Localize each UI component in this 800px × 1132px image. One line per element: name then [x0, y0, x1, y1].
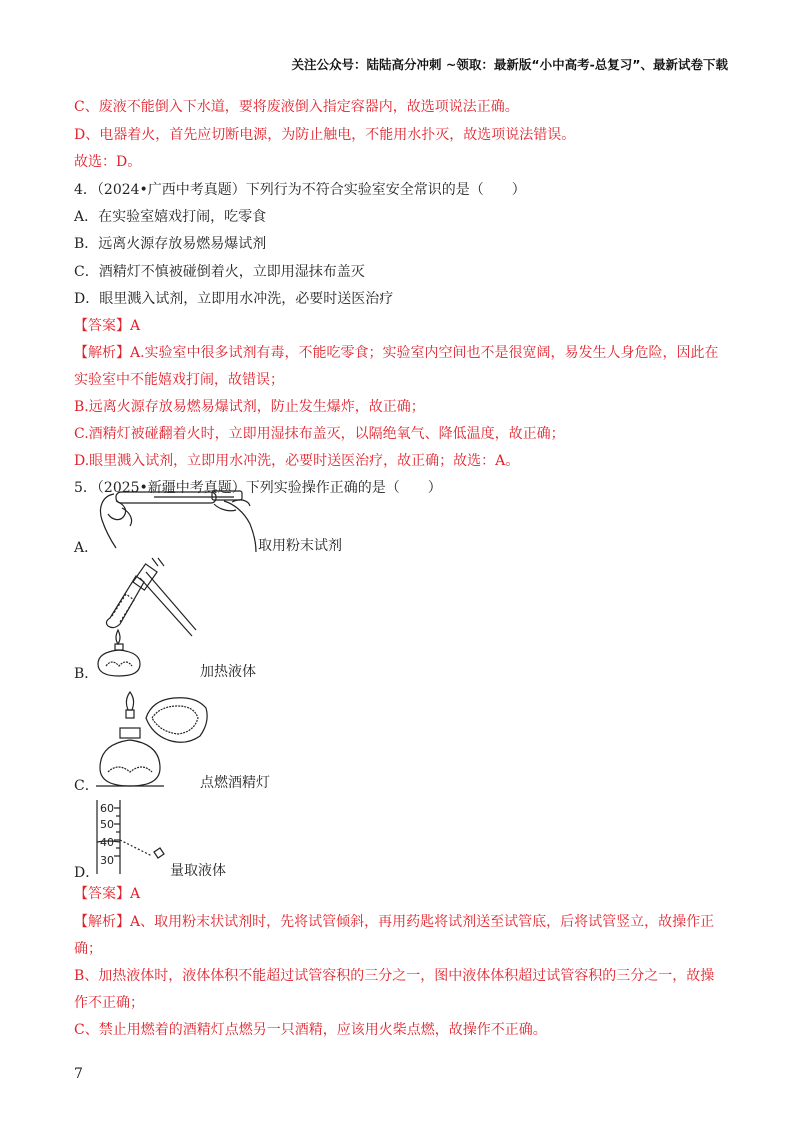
text-line: B.远离火源存放易燃易爆试剂，防止发生爆炸，故正确； — [74, 399, 425, 415]
answer-line: C、禁止用燃着的酒精灯点燃另一只酒精，应该用火柴点燃，故操作不正确。 — [74, 1022, 547, 1038]
option-c-caption: 点燃酒精灯 — [200, 775, 270, 791]
text-line: D、电器着火，首先应切断电源，为防止触电，不能用水扑灭，故选项说法错误。 — [74, 127, 576, 143]
option-d-label: D． — [74, 865, 100, 881]
text-line: D.眼里溅入试剂，立即用水冲洗，必要时送医治疗，故正确；故选：A。 — [74, 453, 520, 469]
figure-heating-liquid — [92, 556, 202, 682]
cylinder-tick-40: 40 — [100, 836, 114, 849]
text-line: C．酒精灯不慎被碰倒着火，立即用湿抹布盖灭 — [74, 264, 365, 280]
answer-line: 【解析】A、取用粉末状试剂时，先将试管倾斜，再用药匙将试剂送至试管底，后将试管竖立，故操作正 — [74, 914, 715, 930]
cylinder-tick-30: 30 — [100, 854, 114, 867]
text-line: A．在实验室嬉戏打闹，吃零食 — [74, 209, 267, 225]
text-line: 4．（2024•广西中考真题）下列行为不符合实验室安全常识的是（ ） — [74, 182, 526, 198]
figure-powder-reagent — [94, 486, 264, 556]
text-line: B．远离火源存放易燃易爆试剂 — [74, 236, 267, 252]
figure-lighting-lamp — [94, 688, 214, 790]
option-a-label: A． — [74, 540, 99, 556]
option-b-caption: 加热液体 — [200, 664, 256, 680]
figure-measuring-cylinder — [94, 796, 174, 876]
text-line: 【解析】A.实验室中很多试剂有毒，不能吃零食；实验室内空间也不是很宽阔，易发生人身危险，因此在 — [74, 345, 719, 361]
text-line: C.酒精灯被碰翻着火时，立即用湿抹布盖灭，以隔绝氧气、降低温度，故正确； — [74, 426, 565, 442]
option-a-caption: 取用粉末试剂 — [258, 538, 342, 554]
option-c-label: C． — [74, 778, 99, 794]
answer-line: B、加热液体时，液体体积不能超过试管容积的三分之一，图中液体体积超过试管容积的三分之一，故操 — [74, 968, 715, 984]
answer-line: 确； — [74, 941, 102, 957]
option-b-label: B． — [74, 666, 99, 682]
answer-line: 作不正确； — [74, 995, 144, 1011]
page-number: 7 — [74, 1066, 83, 1082]
text-line: D．眼里溅入试剂，立即用水冲洗，必要时送医治疗 — [74, 291, 394, 307]
text-line: 【答案】A — [74, 318, 141, 334]
option-d-caption: 量取液体 — [170, 863, 226, 879]
answer-line: 【答案】A — [74, 886, 141, 902]
cylinder-tick-60: 60 — [100, 802, 114, 815]
text-line: 故选：D。 — [74, 154, 142, 170]
text-line: 5．（2025•新疆中考真题）下列实验操作正确的是（ ） — [74, 480, 442, 496]
text-line: C、废液不能倒入下水道，要将废液倒入指定容器内，故选项说法正确。 — [74, 99, 519, 115]
cylinder-tick-50: 50 — [100, 818, 114, 831]
text-line: 实验室中不能嬉戏打闹，故错误； — [74, 372, 284, 388]
page-header: 关注公众号：陆陆高分冲刺 ~领取：最新版“小中高考-总复习”、最新试卷下载 — [291, 57, 728, 72]
